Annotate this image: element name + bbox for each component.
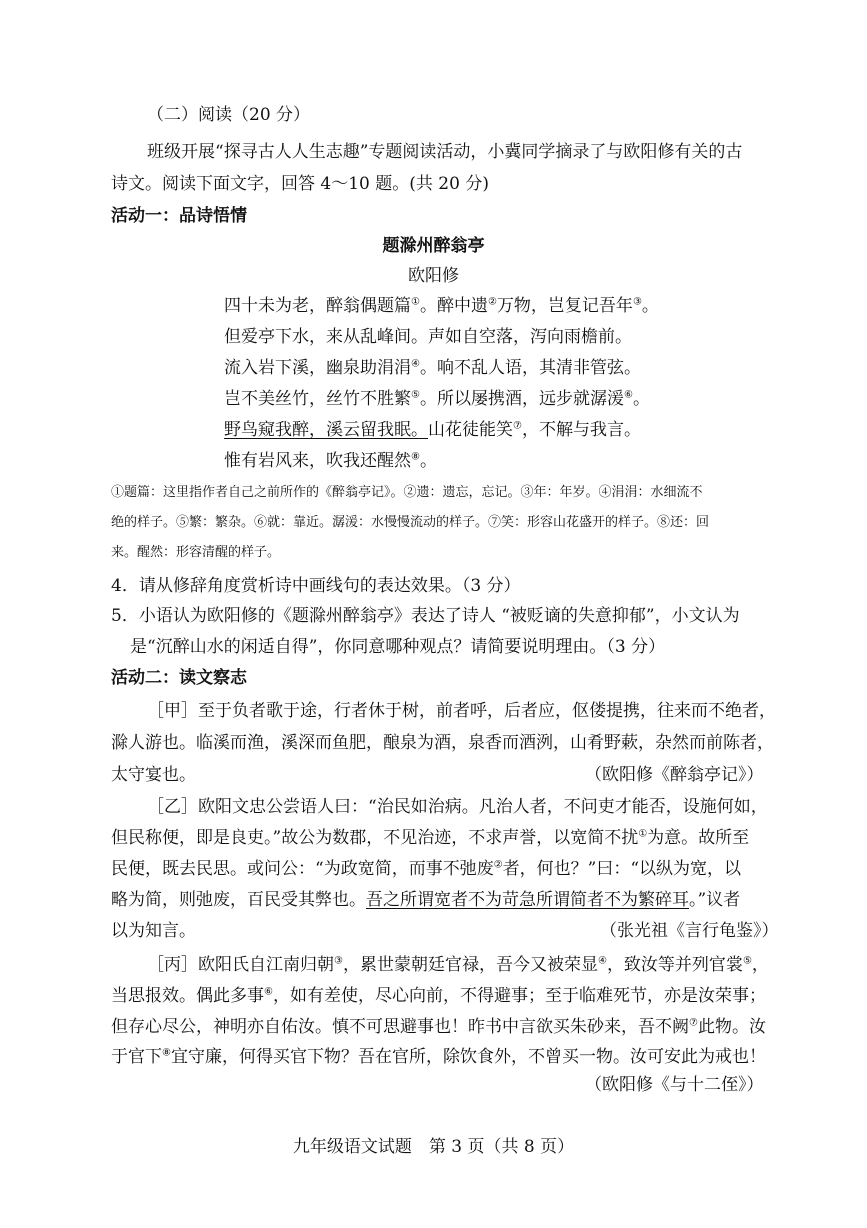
poem-line — [224, 357, 641, 379]
underlined-sentence: 吾之所谓宽者不为苛急所谓简者不为繁碎耳 — [366, 890, 689, 910]
note-mark: ① — [411, 296, 420, 308]
poem-line — [224, 450, 437, 472]
note-mark: ⑦ — [513, 420, 522, 432]
question-5-line-1: 5．小语认为欧阳修的《题滁州醉翁亭》表达了诗人 “被贬谪的失意抑郁”，小文认为 — [111, 606, 740, 626]
question-5-line-2: 是“沉醉山水的闲适自得”，你同意哪种观点？请简要说明理由。（3 分） — [130, 637, 666, 657]
poem-text: 山花徒能笑 — [428, 420, 513, 440]
jia-line-2: 滁人游也。临溪而渔，溪深而鱼肥，酿泉为酒，泉香而酒洌，山肴野蔌，杂然而前陈者， — [111, 733, 774, 753]
poem-text: 万物，岂复记吾年 — [496, 296, 633, 316]
poem-text: 惟有岩风来，吹我还醒然 — [224, 451, 411, 471]
activity-one-heading: 活动一：品诗悟情 — [111, 206, 247, 226]
yi-line-2: 但民称便，即是良吏。”故公为数郡，不见治迹，不求声誉，以宽简不扰①为意。故所至 — [111, 828, 750, 848]
poem-line — [224, 388, 650, 410]
poem-text: 。响不乱人语，其清非管弦。 — [419, 358, 641, 378]
poem-line — [224, 326, 632, 348]
note-mark: ⑥ — [623, 389, 633, 401]
bing-line-3: 但存心尽公，神明亦自佑汝。慎不可思避事也！昨书中言欲买朱砂来，吾不阙⑦此物。汝 — [111, 1017, 766, 1037]
activity-two-heading: 活动二：读文察志 — [111, 668, 247, 688]
underlined-verse: 野鸟窥我醉，溪云留我眠。 — [224, 420, 428, 440]
poem-text: 。所以屡携酒，远步就潺湲 — [419, 389, 624, 409]
poem-author: 欧阳修 — [408, 266, 459, 286]
poem-title: 题滁州醉翁亭 — [382, 236, 485, 256]
note-mark: ④ — [411, 358, 420, 370]
yi-source: （张光祖《言行龟鉴》） — [600, 921, 779, 941]
yi-line-4: 略为简，则弛废，百民受其弊也。吾之所谓宽者不为苛急所谓简者不为繁碎耳。”议者 — [111, 890, 741, 910]
poem-line — [224, 419, 641, 441]
poem-text: 。 — [419, 451, 437, 471]
poem-text: ，不解与我言。 — [521, 420, 641, 440]
poem-text: 但爱亭下水，来从乱峰间。声如自空落，泻向雨檐前。 — [224, 327, 632, 347]
poem-line — [224, 295, 659, 317]
poem-text: 。醉中遗 — [419, 296, 488, 316]
intro-line-1: 班级开展“探寻古人人生志趣”专题阅读活动，小冀同学摘录了与欧阳修有关的古 — [147, 142, 743, 162]
note-mark: ① — [638, 828, 648, 840]
note-mark: ③ — [632, 296, 642, 308]
poem-text: 。 — [632, 389, 650, 409]
jia-source: （欧阳修《醉翁亭记》） — [585, 765, 764, 785]
note-mark: ⑤ — [411, 389, 420, 401]
poem-text: 。 — [641, 296, 659, 316]
poem-text: 岂不美丝竹，丝竹不胜繁 — [224, 389, 411, 409]
jia-line-3: 太守宴也。 — [111, 765, 196, 785]
note-mark: ⑧ — [411, 451, 420, 463]
note-mark: ② — [487, 296, 497, 308]
jia-line-1: ［甲］至于负者歌于途，行者休于树，前者呼，后者应，伛偻提携，往来而不绝者， — [147, 701, 776, 721]
note-line-3: 来。醒然：形容清醒的样子。 — [111, 545, 281, 560]
intro-line-2: 诗文。阅读下面文字，回答 4～10 题。(共 20 分) — [111, 174, 489, 194]
note-mark: ② — [493, 859, 503, 871]
yi-line-1: ［乙］欧阳文忠公尝语人曰：“治民如治病。凡治人者，不问吏才能否，设施何如， — [147, 797, 768, 817]
bing-source: （欧阳修《与十二侄》） — [585, 1075, 764, 1095]
section-title: （二）阅读（20 分） — [147, 105, 311, 125]
bing-line-1: ［丙］欧阳氏自江南归朝③，累世蒙朝廷官禄，吾今又被荣显④，致汝等并列官裳⑤， — [147, 955, 769, 975]
note-line-1: ①题篇：这里指作者自己之前所作的《醉翁亭记》。②遗：遗忘，忘记。③年：年岁。④涓涓：水细流不 — [111, 485, 703, 500]
yi-line-3: 民便，既去民思。或问公：“为政宽简，而事不弛废②者，何也？”曰：“以纵为宽，以 — [111, 859, 742, 879]
note-line-2: 绝的样子。⑤繁：繁杂。⑥就：靠近。潺湲：水慢慢流动的样子。⑦笑：形容山花盛开的样子。⑧还：回 — [111, 515, 710, 530]
bing-line-4: 于官下⑧宜守廉，何得买官下物？吾在官所，除饮食外，不曾买一物。汝可安此为戒也！ — [111, 1047, 766, 1067]
page-footer: 九年级语文试题 第 3 页（共 8 页） — [292, 1137, 575, 1157]
bing-line-2: 当思报效。偶此多事⑥，如有差使，尽心向前，不得避事；至于临难死节，亦是汝荣事； — [111, 986, 766, 1006]
poem-text: 流入岩下溪，幽泉助涓涓 — [224, 358, 411, 378]
poem-text: 四十未为老，醉翁偶题篇 — [224, 296, 411, 316]
yi-line-5: 以为知言。 — [111, 921, 196, 941]
question-4: 4．请从修辞角度赏析诗中画线句的表达效果。（3 分） — [111, 576, 521, 596]
